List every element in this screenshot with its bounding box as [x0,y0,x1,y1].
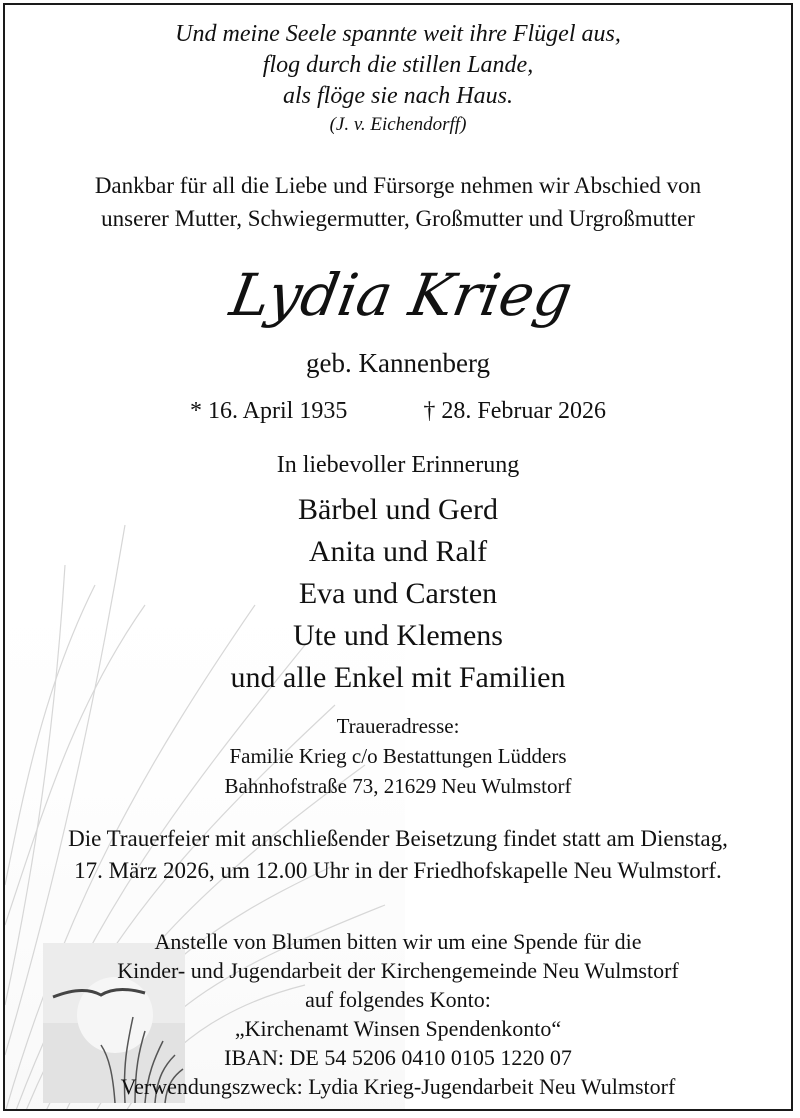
birth-date: * 16. April 1935 [190,398,348,424]
donation-reference: Verwendungszweck: Lydia Krieg-Jugendarbeit Neu Wulmstorf [120,1074,676,1099]
address-line: Familie Krieg c/o Bestattungen Lüdders [229,744,567,768]
mourner-entry: Anita und Ralf [308,535,488,568]
service-line: Die Trauerfeier mit anschließender Beisetzung findet statt am Dienstag, [68,826,728,851]
mourner-entry: und alle Enkel mit Familien [230,661,566,694]
poem-line: Und meine Seele spannte weit ihre Flügel aus, [175,21,621,47]
intro-line: unserer Mutter, Schwiegermutter, Großmutter und Urgroßmutter [101,206,695,231]
memory-label: In liebevoller Erinnerung [276,452,520,478]
poem-author: (J. v. Eichendorff) [329,114,467,135]
donation-account-name: „Kirchenamt Winsen Spendenkonto“ [234,1016,562,1041]
mourners-list [5,489,791,699]
poem-line: als flöge sie nach Haus. [283,83,513,109]
obituary-card [3,3,793,1111]
handwritten-name [5,257,791,349]
mourning-address [5,711,791,801]
birth-name: geb. Kannenberg [306,348,490,378]
mourner-entry: Bärbel und Gerd [298,493,498,526]
intro-line: Dankbar für all die Liebe und Fürsorge nehmen wir Abschied von [94,173,702,198]
address-line: Bahnhofstraße 73, 21629 Neu Wulmstorf [224,774,572,798]
mourner-entry: Ute und Klemens [293,619,503,652]
death-date: † 28. Februar 2026 [423,398,606,424]
donation-iban: IBAN: DE 54 5206 0410 0105 1220 07 [224,1045,572,1070]
handwritten-name-text: Lydia Krieg [225,261,578,329]
donation-line: auf folgendes Konto: [305,987,491,1012]
address-label: Traueradresse: [336,714,460,738]
deceased-name-signature [5,257,791,349]
life-dates [5,395,791,427]
funeral-service-info [5,823,791,887]
service-line: 17. März 2026, um 12.00 Uhr in der Friedhofskapelle Neu Wulmstorf. [74,858,722,883]
donation-line: Kinder- und Jugendarbeit der Kirchengemeinde Neu Wulmstorf [117,958,679,983]
donation-line: Anstelle von Blumen bitten wir um eine Spende für die [154,929,642,954]
poem-line: flog durch die stillen Lande, [262,52,534,78]
farewell-intro [5,169,791,235]
donation-request [5,927,791,1101]
poem [5,19,791,138]
mourner-entry: Eva und Carsten [298,577,498,610]
